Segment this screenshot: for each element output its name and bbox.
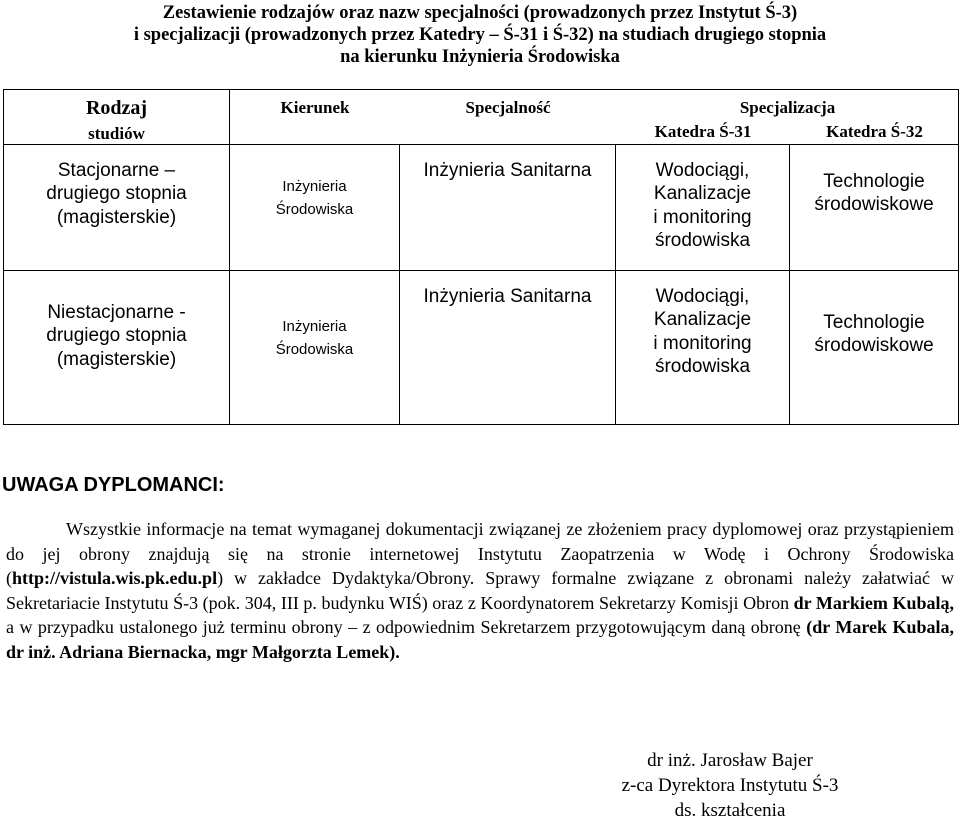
header-kierunek: Kierunek [280,98,350,117]
notice-paragraph [6,517,954,665]
header-rodzaj [4,90,230,145]
header-row [4,90,959,145]
cell-text: Stacjonarne – [57,159,176,181]
title-line-3: na kierunku Inżynieria Środowiska [340,47,620,67]
cell-katedra-32 [790,270,959,424]
cell-text: Technologie [823,170,925,192]
cell-katedra-31 [616,270,790,424]
header-specjalnosc: Specjalność [465,98,551,117]
cell-text: Środowiska [275,200,354,218]
cell-text: drugiego stopnia [46,183,187,204]
secretaries-names: (dr Marek Kubala, dr inż. Adriana Biernacka, mgr Małgorzta Lemek). [6,617,954,662]
notice-heading: UWAGA DYPLOMANCI: [2,474,225,496]
cell-text: Wodociągi, [655,285,750,307]
cell-text: Kanalizacje [653,183,752,204]
cell-text: Niestacjonarne - [47,301,186,323]
title-line-1: Zestawienie rodzajów oraz nazw specjalności (prowadzonych przez Instytut Ś-3) [162,3,798,23]
cell-katedra-32 [790,144,959,270]
cell-kierunek [230,270,400,424]
signature-role: ds. kształcenia [674,800,786,821]
cell-text: Kanalizacje [653,309,752,330]
cell-text: drugiego stopnia [46,325,187,346]
header-katedra-32: Katedra Ś-32 [826,122,923,141]
cell-text: środowiska [654,356,751,377]
document-title [0,2,960,68]
header-inner [230,90,959,142]
cell-text: Środowiska [275,340,354,358]
notice-text-1: Wszystkie informacje na temat wymaganej dokumentacji związanej ze złożeniem pracy dyplomowej oraz przystąpieniem do jej obrony znajdują się na stronie internetowej Instytutu Zaopatrzenia w Wodę i Ochrony Środowiska ( [6,519,954,589]
notice-text-3: a w przypadku ustalonego już terminu obrony – z odpowiednim Sekretarzem przygotowującym daną obronę [6,617,807,638]
cell-specjalnosc: Inżynieria Sanitarna [400,144,616,270]
notice-text-2: ) w zakładce Dydaktyka/Obrony. Sprawy formalne związane z obronami należy załatwiać w Sekretariacie Instytutu Ś-3 (pok. 304, III p. budynku WIŚ) oraz z Koordynatorem Sekretarzy Komisji Obron [6,568,954,613]
specializations-table [3,89,959,425]
cell-text: środowiska [654,230,751,251]
website-link[interactable]: http://vistula.wis.pk.edu.pl [12,568,218,589]
cell-kierunek [230,144,400,270]
cell-rodzaj [4,144,230,270]
cell-text: i monitoring [653,332,752,354]
cell-text: (magisterskie) [56,348,177,370]
signature-block [580,748,880,823]
coordinator-name: dr Markiem Kubalą, [793,592,955,613]
header-rodzaj-line2: studiów [88,123,145,143]
cell-text: Technologie [823,311,925,333]
cell-text: (magisterskie) [56,206,177,228]
cell-specjalnosc: Inżynieria Sanitarna [400,270,616,424]
signature-position: z-ca Dyrektora Instytutu Ś-3 [621,775,839,796]
table-row [4,270,959,424]
header-specjalizacja: Specjalizacja [739,98,836,117]
cell-text: Inżynieria [282,317,347,335]
signature-name: dr inż. Jarosław Bajer [647,750,813,771]
cell-text: Inżynieria [282,177,347,195]
header-rodzaj-line1: Rodzaj [85,97,148,119]
title-line-2: i specjalizacji (prowadzonych przez Katedry – Ś-31 i Ś-32) na studiach drugiego stopnia [133,25,827,45]
cell-text: środowiskowe [814,194,934,215]
cell-rodzaj [4,270,230,424]
cell-text: Wodociągi, [655,159,750,181]
header-katedra-31: Katedra Ś-31 [654,122,752,141]
cell-katedra-31 [616,144,790,270]
cell-text: środowiskowe [814,335,934,356]
cell-text: i monitoring [653,206,752,228]
header-right [230,90,959,145]
table-row [4,144,959,270]
